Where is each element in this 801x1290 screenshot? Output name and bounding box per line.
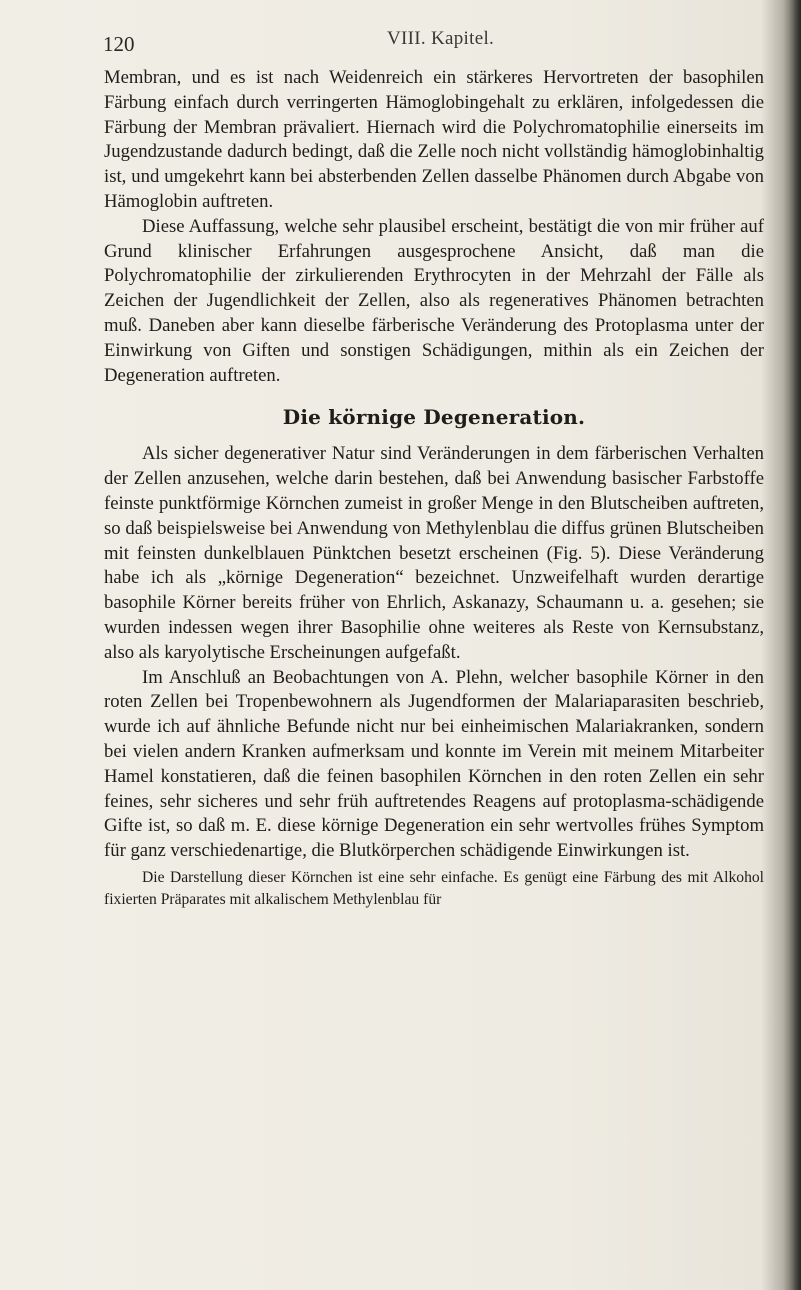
small-print-note: Die Darstellung dieser Körnchen ist eine sehr einfache. Es genügt eine Färbung des mit Alkohol fixierten Präparates mit alkalischem Methylenblau für [104,868,764,908]
page-header [103,28,763,58]
section-heading: Die körnige Degeneration. [282,405,586,430]
paragraph: Im Anschluß an Beobachtungen von A. Plehn, welcher basophile Körner in den roten Zellen bei Tropenbewohnern als Jugendformen der Malariaparasiten beschrieb, wurde ich auf ähnliche Befunde nicht nur bei einheimischen Malariakranken, sondern bei vielen andern Kranken aufmerksam und konnte im Verein mit meinem Mitarbeiter Hamel konstatieren, daß die feinen basophilen Körnchen in den roten Zellen ein sehr feines, sehr sicheres und sehr früh auftretendes Reagens auf protoplasma-schädigende Gifte ist, so daß m. E. diese körnige Degeneration ein sehr wertvolles frühes Symptom für ganz verschiedenartige, die Blutkörperchen schädigende Einwirkungen ist. [104,666,764,862]
running-head: VIII. Kapitel. [387,28,495,49]
page-edge-shadow [783,0,801,1290]
body-text [104,66,764,911]
paragraph: Als sicher degenerativer Natur sind Veränderungen in dem färberischen Verhalten der Zellen anzusehen, welche darin bestehen, daß bei Anwendung basischer Farbstoffe feinste punktförmige Körnchen zumeist in großer Menge in den Blutscheiben auftreten, so daß beispielsweise bei Anwendung von Methylenblau die diffus grünen Blutscheiben mit feinsten dunkelblauen Pünktchen besetzt erscheinen (Fig. 5). Diese Veränderung habe ich als „körnige Degeneration“ bezeichnet. Unzweifelhaft wurden derartige basophile Körner bereits früher von Ehrlich, Askanazy, Schaumann u. a. gesehen; sie wurden indessen wegen ihrer Basophilie ohne weiteres als Reste von Kernsubstanz, also als karyolytische Erscheinungen aufgefaßt. [104,443,764,663]
paragraph-continued: Membran, und es ist nach Weidenreich ein stärkeres Hervortreten der basophilen Färbung einfach durch verringerten Hämoglobingehalt zu erklären, infolgedessen die Färbung der Membran prävaliert. Hiernach wird die Polychromatophilie einerseits im Jugendzustande dadurch bedingt, daß die Zelle noch nicht vollständig hämoglobinhaltig ist, und umgekehrt kann bei absterbenden Zellen dasselbe Phänomen durch Abgabe von Hämoglobin auftreten. [104,67,764,212]
paragraph: Diese Auffassung, welche sehr plausibel erscheint, bestätigt die von mir früher auf Grund klinischer Erfahrungen ausgesprochene Ansicht, daß man die Polychromatophilie der zirkulierenden Erythrocyten in der Mehrzahl der Fälle als Zeichen der Jugendlichkeit der Zellen, also als regeneratives Phänomen betrachten muß. Daneben aber kann dieselbe färberische Veränderung des Protoplasma unter der Einwirkung von Giften und sonstigen Schädigungen, mithin als ein Zeichen der Degeneration auftreten. [104,215,764,386]
page-number: 120 [103,32,135,56]
